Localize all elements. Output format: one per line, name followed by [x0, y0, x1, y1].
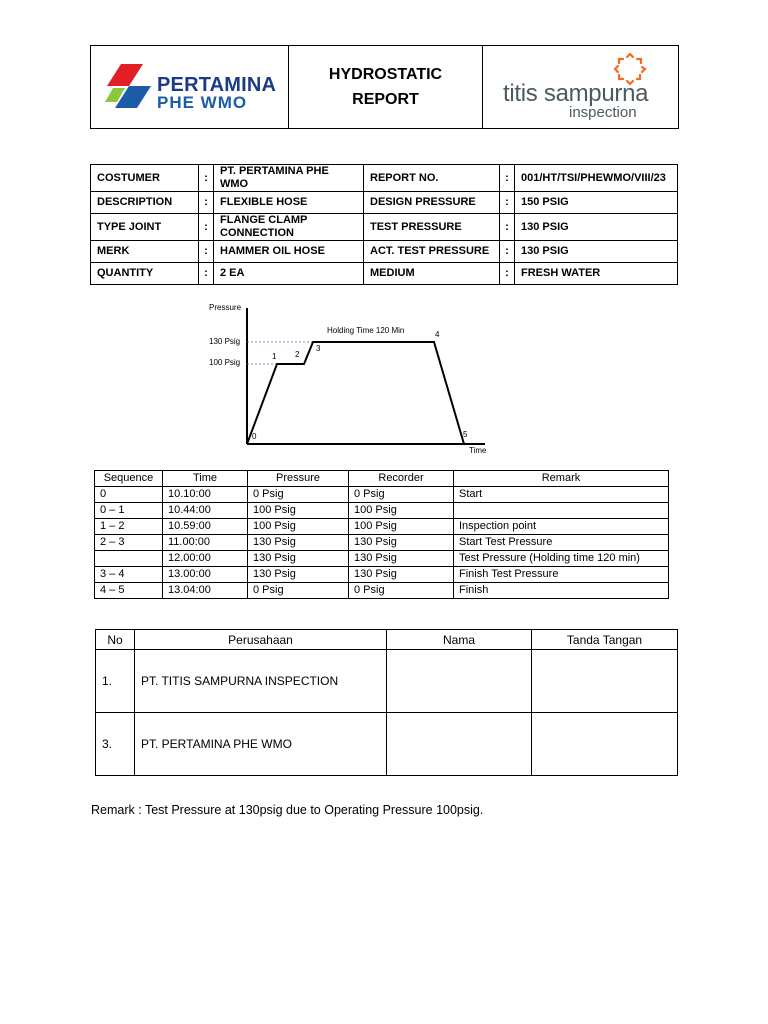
info-colon: :: [500, 241, 515, 263]
sequence-cell: [95, 551, 163, 567]
info-right-value: FRESH WATER: [515, 263, 678, 285]
sequence-cell: 10.10:00: [163, 487, 248, 503]
info-right-label: ACT. TEST PRESSURE: [364, 241, 500, 263]
info-colon: :: [500, 263, 515, 285]
sequence-cell: 13.00:00: [163, 567, 248, 583]
pressure-curve: [247, 342, 464, 444]
pressure-time-graph: [200, 295, 500, 460]
sequence-cell: 130 Psig: [248, 535, 349, 551]
sequence-cell: 0 Psig: [349, 583, 454, 599]
sequence-cell: 0: [95, 487, 163, 503]
x-axis-label: Time: [469, 446, 487, 455]
tick-label-100: 100 Psig: [209, 358, 241, 367]
info-right-value: 150 PSIG: [515, 192, 678, 214]
info-row: [91, 241, 678, 263]
info-left-value: PT. PERTAMINA PHE WMO: [214, 165, 364, 192]
sequence-cell: 100 Psig: [248, 519, 349, 535]
sequence-cell: 10.59:00: [163, 519, 248, 535]
phe-wmo-wordmark: PHE WMO: [157, 93, 248, 112]
info-left-value: FLANGE CLAMP CONNECTION: [214, 214, 364, 241]
sequence-cell: 0 Psig: [349, 487, 454, 503]
report-title-cell: [289, 46, 483, 129]
info-colon: :: [500, 214, 515, 241]
point-label-1: 1: [272, 352, 277, 361]
remark-note: Remark : Test Pressure at 130psig due to Operating Pressure 100psig.: [91, 803, 484, 817]
sequence-header-cell: Time: [163, 471, 248, 487]
report-info-table: [90, 164, 678, 285]
signature-header-cell: Tanda Tangan: [532, 630, 678, 650]
sequence-cell: [454, 503, 669, 519]
info-right-label: TEST PRESSURE: [364, 214, 500, 241]
sequence-table: [94, 470, 669, 599]
sequence-cell: Finish Test Pressure: [454, 567, 669, 583]
sequence-header-cell: Sequence: [95, 471, 163, 487]
sequence-cell: 130 Psig: [349, 535, 454, 551]
signature-name-field: [387, 650, 532, 713]
info-colon: :: [500, 192, 515, 214]
pertamina-logo-cell: [91, 46, 289, 129]
y-axis-label: Pressure: [209, 303, 242, 312]
sequence-cell: 3 – 4: [95, 567, 163, 583]
inspection-wordmark: inspection: [569, 104, 637, 121]
sequence-cell: 100 Psig: [349, 519, 454, 535]
signature-no: 1.: [96, 650, 135, 713]
holding-time-label: Holding Time 120 Min: [327, 326, 405, 335]
sequence-cell: Inspection point: [454, 519, 669, 535]
titis-wordmark: titis sampurna: [503, 80, 649, 107]
info-row: [91, 214, 678, 241]
info-left-value: 2 EA: [214, 263, 364, 285]
info-colon: :: [199, 241, 214, 263]
point-label-0: 0: [252, 432, 257, 441]
sequence-cell: 11.00:00: [163, 535, 248, 551]
report-header: [90, 45, 679, 129]
info-right-value: 130 PSIG: [515, 241, 678, 263]
info-left-label: COSTUMER: [91, 165, 199, 192]
signature-table: [95, 629, 678, 776]
signature-no: 3.: [96, 713, 135, 776]
info-left-label: TYPE JOINT: [91, 214, 199, 241]
info-right-label: MEDIUM: [364, 263, 500, 285]
sequence-row: [95, 551, 669, 567]
sequence-row: [95, 567, 669, 583]
point-label-3: 3: [316, 344, 321, 353]
info-right-value: 001/HT/TSI/PHEWMO/VIII/23: [515, 165, 678, 192]
info-right-value: 130 PSIG: [515, 214, 678, 241]
info-right-label: REPORT NO.: [364, 165, 500, 192]
sequence-cell: 130 Psig: [349, 551, 454, 567]
report-title-line1: HYDROSTATIC: [328, 66, 443, 83]
sequence-cell: 0 Psig: [248, 487, 349, 503]
point-label-5: 5: [463, 430, 468, 439]
sequence-row: [95, 503, 669, 519]
sequence-cell: 130 Psig: [248, 551, 349, 567]
sequence-row: [95, 583, 669, 599]
titis-logo-cell: [483, 46, 679, 129]
sequence-cell: Test Pressure (Holding time 120 min): [454, 551, 669, 567]
signature-company: PT. PERTAMINA PHE WMO: [135, 713, 387, 776]
sequence-cell: Finish: [454, 583, 669, 599]
signature-row: [96, 650, 678, 713]
signature-header-cell: Perusahaan: [135, 630, 387, 650]
report-title-line2: REPORT: [352, 91, 419, 108]
info-row: [91, 263, 678, 285]
sequence-cell: Start Test Pressure: [454, 535, 669, 551]
info-left-value: FLEXIBLE HOSE: [214, 192, 364, 214]
pertamina-logo-text: [157, 76, 276, 112]
pertamina-wordmark: PERTAMINA: [157, 74, 277, 96]
signature-company: PT. TITIS SAMPURNA INSPECTION: [135, 650, 387, 713]
sequence-row: [95, 519, 669, 535]
info-left-label: DESCRIPTION: [91, 192, 199, 214]
point-label-2: 2: [295, 350, 300, 359]
sequence-cell: 13.04:00: [163, 583, 248, 599]
info-left-label: MERK: [91, 241, 199, 263]
sequence-row: [95, 487, 669, 503]
info-colon: :: [199, 165, 214, 192]
tick-label-130: 130 Psig: [209, 337, 241, 346]
info-left-value: HAMMER OIL HOSE: [214, 241, 364, 263]
info-row: [91, 192, 678, 214]
sequence-cell: 0 – 1: [95, 503, 163, 519]
sequence-row: [95, 535, 669, 551]
signature-row: [96, 713, 678, 776]
sequence-header-cell: Remark: [454, 471, 669, 487]
sequence-header-cell: Pressure: [248, 471, 349, 487]
info-row: [91, 165, 678, 192]
info-colon: :: [199, 214, 214, 241]
sequence-cell: 2 – 3: [95, 535, 163, 551]
info-colon: :: [500, 165, 515, 192]
info-right-label: DESIGN PRESSURE: [364, 192, 500, 214]
sequence-cell: 100 Psig: [349, 503, 454, 519]
sequence-cell: 0 Psig: [248, 583, 349, 599]
signature-header-cell: No: [96, 630, 135, 650]
info-colon: :: [199, 192, 214, 214]
point-label-4: 4: [435, 330, 440, 339]
sequence-cell: 10.44:00: [163, 503, 248, 519]
sequence-cell: 4 – 5: [95, 583, 163, 599]
signature-name-field: [387, 713, 532, 776]
sequence-cell: 100 Psig: [248, 503, 349, 519]
signature-sign-field: [532, 650, 678, 713]
sequence-cell: 12.00:00: [163, 551, 248, 567]
info-colon: :: [199, 263, 214, 285]
signature-header-cell: Nama: [387, 630, 532, 650]
pertamina-logo-icon: [99, 60, 159, 110]
info-left-label: QUANTITY: [91, 263, 199, 285]
sequence-header-cell: Recorder: [349, 471, 454, 487]
sequence-cell: 130 Psig: [349, 567, 454, 583]
signature-sign-field: [532, 713, 678, 776]
sequence-cell: 130 Psig: [248, 567, 349, 583]
sequence-cell: 1 – 2: [95, 519, 163, 535]
sequence-cell: Start: [454, 487, 669, 503]
